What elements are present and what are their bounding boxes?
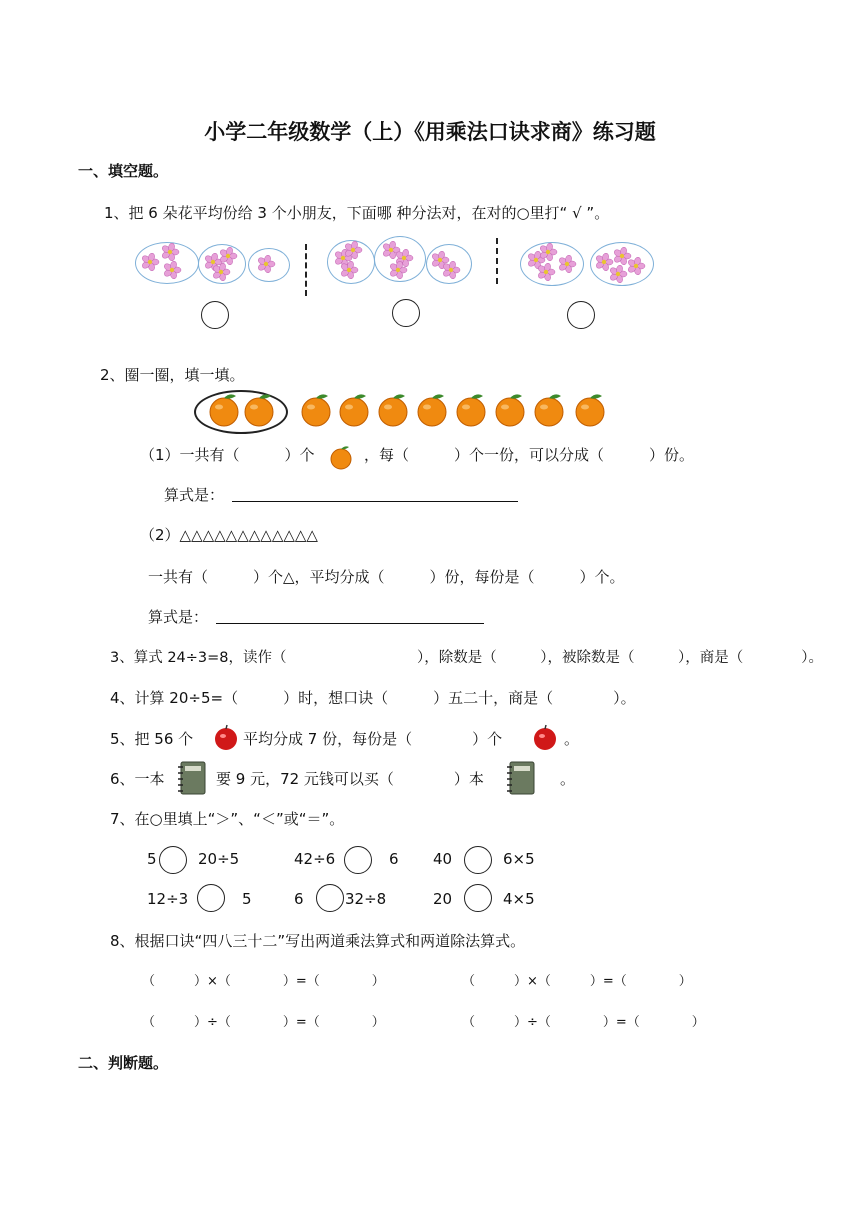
flower-icon bbox=[389, 261, 407, 279]
compare-circle[interactable] bbox=[464, 846, 492, 874]
formula-answer-line-1[interactable] bbox=[232, 501, 518, 502]
flower-icon bbox=[257, 255, 275, 273]
apple-icon bbox=[212, 724, 240, 752]
orange-icon bbox=[492, 392, 528, 428]
apple-icon bbox=[531, 724, 559, 752]
flower-icon bbox=[537, 263, 555, 281]
compare-circle[interactable] bbox=[197, 884, 225, 912]
compare-circle[interactable] bbox=[159, 846, 187, 874]
answer-circle[interactable] bbox=[201, 301, 229, 329]
orange-icon bbox=[572, 392, 608, 428]
compare-left: 6 bbox=[294, 890, 304, 908]
notebook-icon bbox=[505, 760, 537, 796]
compare-left: 40 bbox=[433, 850, 453, 868]
question-5-part-a: 5、把 56 个 bbox=[110, 730, 194, 748]
flower-icon bbox=[442, 261, 460, 279]
orange-icon bbox=[206, 392, 242, 428]
compare-right: 5 bbox=[242, 890, 252, 908]
flower-icon bbox=[212, 263, 230, 281]
divider-line bbox=[305, 244, 307, 296]
flower-icon bbox=[627, 257, 645, 275]
flower-icon bbox=[558, 255, 576, 273]
question-6-part-a: 6、一本 bbox=[110, 770, 165, 788]
flower-icon bbox=[539, 243, 557, 261]
answer-circle[interactable] bbox=[567, 301, 595, 329]
division-blank-1[interactable]: （ ）÷（ ）=（ ） bbox=[142, 1015, 385, 1030]
compare-right: 4×5 bbox=[503, 890, 535, 908]
orange-icon bbox=[375, 392, 411, 428]
compare-left: 42÷6 bbox=[294, 850, 336, 868]
question-2-1-part-b: ，每（ ）个一份，可以分成（ ）份。 bbox=[364, 446, 695, 464]
section-heading-fill-blank: 一、填空题。 bbox=[78, 162, 169, 180]
flower-icon bbox=[163, 261, 181, 279]
question-6-part-c: 。 bbox=[560, 770, 576, 788]
compare-left: 5 bbox=[147, 850, 157, 868]
question-2-2-heading: （2）△△△△△△△△△△△△ bbox=[140, 526, 318, 544]
section-heading-judgement: 二、判断题。 bbox=[78, 1054, 169, 1072]
question-5-part-c: 。 bbox=[564, 730, 580, 748]
orange-icon bbox=[531, 392, 567, 428]
compare-right: 6×5 bbox=[503, 850, 535, 868]
page-title: 小学二年级数学（上）《用乘法口诀求商》练习题 bbox=[204, 120, 656, 144]
compare-right: 32÷8 bbox=[345, 890, 387, 908]
division-blank-2[interactable]: （ ）÷（ ）=（ ） bbox=[462, 1015, 705, 1030]
compare-right: 6 bbox=[389, 850, 399, 868]
compare-right: 20÷5 bbox=[198, 850, 240, 868]
orange-icon bbox=[241, 392, 277, 428]
orange-icon bbox=[453, 392, 489, 428]
formula-answer-line-2[interactable] bbox=[216, 623, 484, 624]
question-3-text: 3、算式 24÷3=8，读作（ ），除数是（ ），被除数是（ ），商是（ ）。 bbox=[110, 650, 824, 666]
flower-icon bbox=[141, 253, 159, 271]
question-7-text: 7、在○里填上“＞”、“＜”或“＝”。 bbox=[110, 810, 345, 828]
flower-icon bbox=[344, 241, 362, 259]
formula-label-1: 算式是： bbox=[164, 486, 225, 504]
question-1-text: 1、把 6 朵花平均份给 3 个小朋友，下面哪 种分法对，在对的○里打“ √ ”。 bbox=[104, 204, 610, 222]
compare-circle[interactable] bbox=[344, 846, 372, 874]
flower-icon bbox=[609, 265, 627, 283]
divider-line bbox=[496, 238, 498, 284]
answer-circle[interactable] bbox=[392, 299, 420, 327]
orange-icon bbox=[414, 392, 450, 428]
orange-icon bbox=[298, 392, 334, 428]
compare-left: 20 bbox=[433, 890, 453, 908]
orange-icon bbox=[328, 444, 354, 470]
formula-label-2: 算式是： bbox=[148, 608, 209, 626]
multiplication-blank-2[interactable]: （ ）×（ ）=（ ） bbox=[462, 974, 692, 989]
question-2-1-part-a: （1）一共有（ ）个 bbox=[140, 446, 315, 464]
compare-circle[interactable] bbox=[316, 884, 344, 912]
question-8-text: 8、根据口诀“四八三十二”写出两道乘法算式和两道除法算式。 bbox=[110, 932, 526, 950]
compare-circle[interactable] bbox=[464, 884, 492, 912]
compare-left: 12÷3 bbox=[147, 890, 189, 908]
question-2-text: 2、圈一圈，填一填。 bbox=[100, 366, 245, 384]
flower-icon bbox=[161, 243, 179, 261]
flower-icon bbox=[340, 261, 358, 279]
orange-icon bbox=[336, 392, 372, 428]
question-6-part-b: 要 9 元，72 元钱可以买（ ）本 bbox=[216, 770, 484, 788]
question-4-text: 4、计算 20÷5=（ ）时，想口诀（ ）五二十，商是（ ）。 bbox=[110, 689, 636, 707]
notebook-icon bbox=[176, 760, 208, 796]
question-5-part-b: 平均分成 7 份，每份是（ ）个 bbox=[243, 730, 503, 748]
question-2-2-text: 一共有（ ）个△，平均分成（ ）份，每份是（ ）个。 bbox=[148, 568, 625, 586]
multiplication-blank-1[interactable]: （ ）×（ ）=（ ） bbox=[142, 974, 385, 989]
